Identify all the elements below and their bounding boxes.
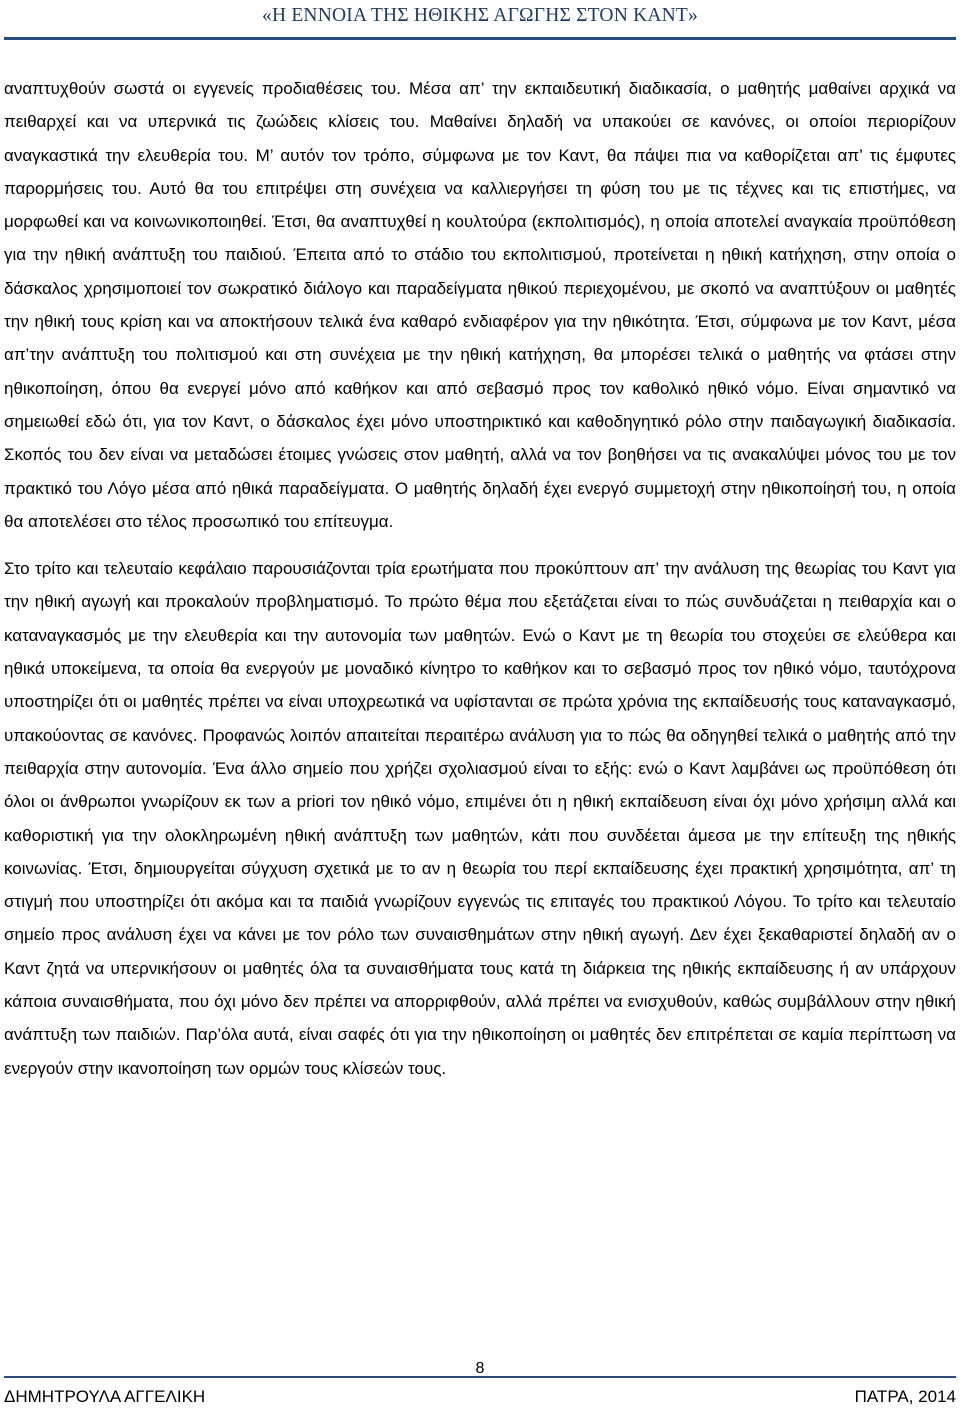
- paragraph: Στο τρίτο και τελευταίο κεφάλαιο παρουσιάζονται τρία ερωτήματα που προκύπτουν απ’ την ανάλυση της θεωρίας του Καντ για την ηθική αγωγή και προκαλούν προβληματισμό. Το πρώτο θέμα που εξετάζεται είναι το πώς συνδυάζεται η πειθαρχία και ο καταναγκασμός με την ελευθερία και την αυτονομία των μαθητών. Ενώ ο Καντ με τη θεωρία του στοχεύει σε ελεύθερα και ηθικά υποκείμενα, τα οποία θα ενεργούν με μοναδικό κίνητρο το καθήκον και το σεβασμό προς τον ηθικό νόμο, ταυτόχρονα υποστηρίζει ότι οι μαθητές πρέπει να είναι υποχρεωτικά να υφίστανται σε πρώτα χρόνια της εκπαίδευσής τους καταναγκασμό, υπακούοντας σε κανόνες. Προφανώς λοιπόν απαιτείται περαιτέρω ανάλυση για το πώς θα οδηγηθεί τελικά ο μαθητής από την πειθαρχία στην αυτονομία. Ένα άλλο σημείο που χρήζει σχολιασμού είναι το εξής: ενώ ο Καντ λαμβάνει ως προϋπόθεση ότι όλοι οι άνθρωποι γνωρίζουν εκ των a priori τον ηθικό νόμο, επιμένει ότι η ηθική εκπαίδευση είναι όχι μόνο χρήσιμη αλλά και καθοριστική για την ολοκληρωμένη ηθική ανάπτυξη των μαθητών, κάτι που συνδέεται άμεσα με την επίτευξη της ηθικής κοινωνίας. Έτσι, δημιουργείται σύγχυση σχετικά με το αν η θεωρία του περί εκπαίδευσης έχει πρακτική χρησιμότητα, απ’ τη στιγμή που υποστηρίζει ότι ακόμα και τα παιδιά γνωρίζουν εγγενώς τις επιταγές του πρακτικού Λόγου. Το τρίτο και τελευταίο σημείο προς ανάλυση έχει να κάνει με τον ρόλο των συναισθημάτων στην ηθική αγωγή. Δεν έχει ξεκαθαριστεί δηλαδή αν ο Καντ ζητά να υπερνικήσουν οι μαθητές όλα τα συναισθήματα τους κατά τη διάρκεια της ηθικής εκπαίδευσης ή αν υπάρχουν κάποια συναισθήματα, που όχι μόνο δεν πρέπει να απορριφθούν, αλλά πρέπει να ενισχυθούν, καθώς συμβάλλουν στην ηθική ανάπτυξη των παιδιών. Παρ’όλα αυτά, είναι σαφές ότι για την ηθικοποίηση οι μαθητές δεν επιτρέπεται σε καμία περίπτωση να ενεργούν στην ικανοποίηση των ορμών τους κλίσεών τους.: [4, 559, 956, 1078]
- document-body: [4, 72, 956, 1085]
- footer-author: ΔΗΜΗΤΡΟΥΛΑ ΑΓΓΕΛΙΚΗ: [4, 1387, 206, 1406]
- footer-place-year: ΠΑΤΡΑ, 2014: [854, 1387, 956, 1406]
- page-footer: [4, 1384, 956, 1410]
- footer-divider: [4, 1376, 956, 1378]
- page-number: 8: [475, 1360, 485, 1377]
- header-divider: [4, 37, 956, 40]
- document-title: «Η ΕΝΝΟΙΑ ΤΗΣ ΗΘΙΚΗΣ ΑΓΩΓΗΣ ΣΤΟΝ ΚΑΝΤ»: [262, 5, 698, 26]
- running-header: [0, 0, 960, 31]
- paragraph: αναπτυχθούν σωστά οι εγγενείς προδιαθέσεις του. Μέσα απ’ την εκπαιδευτική διαδικασία, ο μαθητής μαθαίνει αρχικά να πειθαρχεί και να υπερνικά τις ζωώδεις κλίσεις του. Μαθαίνει δηλαδή να υπακούει σε κανόνες, οι οποίοι περιορίζουν αναγκαστικά την ελευθερία του. Μ’ αυτόν τον τρόπο, σύμφωνα με τον Καντ, θα πάψει πια να καθορίζεται απ’ τις έμφυτες παρορμήσεις του. Αυτό θα του επιτρέψει στη συνέχεια να καλλιεργήσει τη φύση του με τις τέχνες και τις επιστήμες, να μορφωθεί και να κοινωνικοποιηθεί. Έτσι, θα αναπτυχθεί η κουλτούρα (εκπολιτισμός), η οποία αποτελεί αναγκαία προϋπόθεση για την ηθική ανάπτυξη του παιδιού. Έπειτα από το στάδιο του εκπολιτισμού, προτείνεται η ηθική κατήχηση, στην οποία ο δάσκαλος χρησιμοποιεί τον σωκρατικό διάλογο και παραδείγματα ηθικού περιεχομένου, με σκοπό να αναπτύξουν οι μαθητές την ηθική τους κρίση και να αποκτήσουν τελικά ένα καθαρό ενδιαφέρον για την ηθικότητα. Έτσι, σύμφωνα με τον Καντ, μέσα απ’την ανάπτυξη του πολιτισμού και στη συνέχεια με την ηθική κατήχηση, θα μπορέσει τελικά ο μαθητής να φτάσει στην ηθικοποίηση, όπου θα ενεργεί μόνο από καθήκον και από σεβασμό προς τον καθολικό ηθικό νόμο. Είναι σημαντικό να σημειωθεί εδώ ότι, για τον Καντ, ο δάσκαλος έχει μόνο υποστηρικτικό και καθοδηγητικό ρόλο στην παιδαγωγική διαδικασία. Σκοπός του δεν είναι να μεταδώσει έτοιμες γνώσεις στον μαθητή, αλλά να τον βοηθήσει να τις ανακαλύψει μόνος του με τον πρακτικό του Λόγο μέσα από ηθικά παραδείγματα. Ο μαθητής δηλαδή έχει ενεργό συμμετοχή στην ηθικοποίησή του, η οποία θα αποτελέσει στο τέλος προσωπικό του επίτευγμα.: [4, 79, 956, 531]
